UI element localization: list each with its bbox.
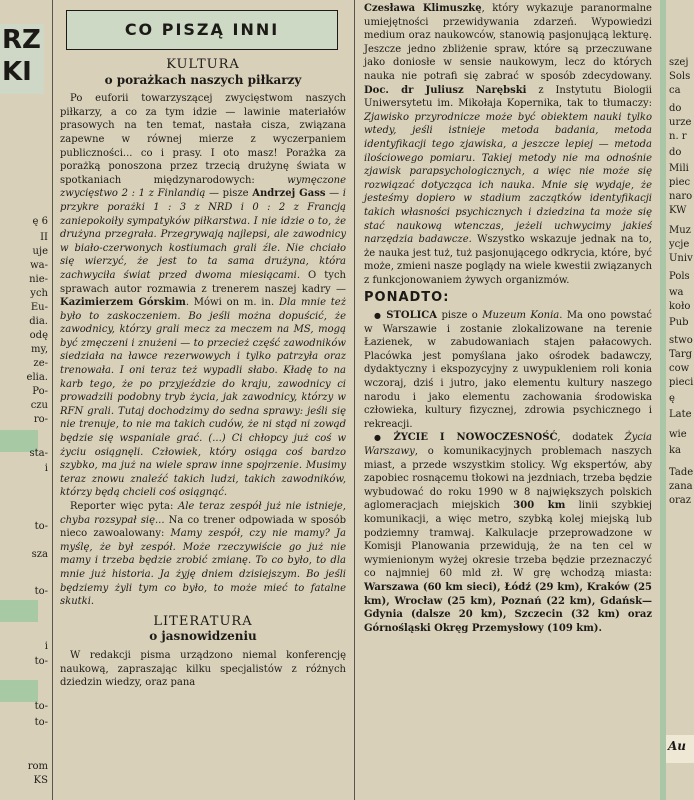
right-fragment-line: Mili (669, 163, 689, 174)
left-fragment-line: ze- (33, 358, 48, 369)
right-fragment-line: oraz (669, 495, 692, 506)
kultura-paragraph-2: Reporter więc pyta: Ale teraz zespół już nie istnieje, chyba rozsypał się... Na co trener odpowiada w sposób nieco zawoalowany: Mamy zespół, czy nie mamy? Ja myślę, że był zespół. Może rzeczywiście go już nie mamy i trzeba będzie zrobić zmianę. To co było, to dla mnie już historia. Ja żyję dniem dzisiejszym. Bo jeśli będziemy żyli tym co było, to może mieć to fatalne skutki. (60, 501, 346, 608)
right-fragment-line: Late (669, 409, 692, 420)
right-fragment-column (660, 0, 694, 800)
left-fragment-line: my, (31, 344, 48, 355)
literatura-heading: LITERATURA (153, 613, 253, 629)
section-header-title: CO PISZĄ INNI (124, 20, 280, 40)
right-fragment-line: Univ (669, 253, 693, 264)
kultura-heading: KULTURA (166, 57, 240, 72)
right-fragment-line: Muz (669, 225, 691, 236)
right-fragment-line: n. r (669, 131, 687, 142)
right-fragment-line: KW (669, 205, 687, 216)
right-fragment-line: koło (669, 301, 691, 312)
right-fragment-line: zana (669, 481, 693, 492)
kultura-paragraph-1: Po euforii towarzyszącej zwycięstwom naszych piłkarzy, a co za tym idzie — lawinie materiałów prasowych na ten temat, nastała cisza, związana zapewne w równej mierze z wyczerpaniem publiczności... co i prasy. I oto masz! Porażka za porażką ponoszona przez trzecią drużynę świata w spotkaniach międzynarodowych: wymęczone zwycięstwo 2 : 1 z Finlandią — pisze Andrzej Gass — i przykre porażki 1 : 3 z NRD i 0 : 2 z Francją zaniepokoiły sympatyków piłkarstwa. I nie idzie o to, że drużyna przegrała. Przegrywają najlepsi, ale zawodnicy w biało-czerwonych kostiumach grali źle. Nie chciało się wierzyć, że jest to ta sama drużyna, która zachwyciła świat przed dwoma miesiącami. O tych sprawach autor rozmawia z trenerem naszej kadry — Kazimierzem Górskim. Mówi on m. in. Dla mnie też było to zaskoczeniem. Bo jeśli można dopuścić, że zawodnicy, którzy grali mecz za meczem na MS, mogą być zmęczeni i znużeni — to przecież część zawodników siedziała na ławce rezerwowych i tylko patrzyła oraz trenowała. I oni teraz też wypadli słabo. Kładę to na karb tego, że po przyjeździe do kraju, zawodnicy ci prowadzili podobny tryb życia, jak zawodnicy, którzy w RFN grali. Tutaj dochodzimy do sedna sprawy: jeśli się nie trenuje, to nie ma takich cudów, że ni stąd ni zowąd będzie się wspaniale grać. (...) Ci chłopcy już coś w życiu osiągnęli. Człowiek, który osiąga coś bardzo szybko, ma już na wiele spraw inne spojrzenie. Musimy teraz znowu znaleźć takich ludzi, takich zawodników, którzy będą chcieli coś osiągnąć. (60, 93, 346, 499)
right-fragment-line: Pub (669, 317, 689, 328)
left-fragment-line: to- (34, 586, 48, 597)
literatura-subtitle: o jasnowidzeniu (149, 629, 257, 644)
right-fragment-line: Sols (669, 71, 691, 82)
column-rule-1 (52, 0, 53, 800)
right-fragment-line: do (669, 103, 682, 114)
right-fragment-line: pieci (669, 377, 694, 388)
left-fragment-line: rom (27, 761, 48, 772)
left-fragment-line: to- (34, 701, 48, 712)
left-fragment-line: II (40, 232, 48, 243)
column-right (358, 0, 658, 800)
right-fragment-line: urze (669, 117, 692, 128)
left-green-band-2 (0, 600, 38, 622)
left-fragment-line: uje (32, 246, 48, 257)
right-fragment-line: wa (669, 287, 684, 298)
right-fragment-line: ca (669, 85, 681, 96)
left-green-band-3 (0, 680, 38, 702)
right-fragment-line: Targ (669, 349, 693, 360)
left-fragment-line: KS (33, 775, 48, 786)
left-fragment-line: elia. (26, 372, 48, 383)
ponadto-heading: PONADTO: (364, 290, 450, 306)
left-fragment-line: ro- (33, 414, 48, 425)
ponadto-zycie: ● ŻYCIE I NOWOCZESNOŚĆ, dodatek Życia Warszawy, o komunikacyjnych problemach naszych miast, a przede wszystkim stolicy. Wg ekspertów, aby zapobiec rosnącemu tłokowi na jezdniach, trzeba będzie wybudować do roku 1990 w 8 największych polskich aglomeracjach miejskich 300 km linii szybkiej komunikacji, a więc metro, szybką kolej miejską lub podziemny tramwaj. Kalkulacje przeprowadzone w Komisji Planowania przewidują, że na ten cel w wymienionym wyżej okresie trzeba będzie przeznaczyć co najmniej 60 mld zł. W grę wchodzą miasta: Warszawa (60 km sieci), Łódź (29 km), Kraków (25 km), Wrocław (25 km), Poznań (22 km), Gdańsk—Gdynia (dalsze 20 km), Szczecin (32 km) oraz Górnośląski Okręg Przemysłowy (109 km). (364, 431, 652, 635)
right-fragment-line: cow (669, 363, 690, 374)
right-green-bar (660, 0, 666, 800)
column-rule-2 (354, 0, 355, 800)
right-fragment-line: Pols (669, 271, 690, 282)
right-fragment-line: do (669, 147, 682, 158)
right-fragment-line: piec (669, 177, 691, 188)
right-fragment-line: Tade (669, 467, 694, 478)
section-header (66, 10, 338, 50)
left-fragment-line: to- (34, 717, 48, 728)
left-fragment-heading-text: RZ KI (2, 25, 41, 87)
literatura-paragraph-start: W redakcji pisma urządzono niemal konferencję naukową, zapraszając kilku specjalistów z różnych dziedzin wiedzy, oraz pana (60, 649, 346, 689)
left-fragment-line: ę 6 (32, 216, 48, 227)
left-fragment-line: ych (30, 288, 48, 299)
left-fragment-heading (0, 24, 44, 94)
right-fragment-line: szej (669, 57, 689, 68)
left-fragment-line: wa- (30, 260, 48, 271)
left-fragment-line: to- (34, 521, 48, 532)
kultura-subtitle: o porażkach naszych piłkarzy (104, 72, 302, 87)
right-fragment-line: ka (669, 445, 682, 456)
left-fragment-column (0, 0, 50, 800)
column-left (56, 0, 352, 800)
right-advert-fragment: Au (666, 735, 694, 763)
right-fragment-line: ycje (669, 239, 690, 250)
right-fragment-line: wie (669, 429, 687, 440)
left-fragment-line: i (44, 463, 48, 474)
left-fragment-line: sta- (29, 448, 48, 459)
left-fragment-line: Po- (32, 386, 48, 397)
right-fragment-line: naro (669, 191, 693, 202)
left-fragment-line: to- (34, 656, 48, 667)
left-fragment-line: dia. (29, 316, 48, 327)
left-fragment-line: Eu- (30, 302, 48, 313)
left-fragment-line: nie- (29, 274, 48, 285)
right-fragment-line: stwo (669, 335, 693, 346)
left-fragment-line: odę (29, 330, 48, 341)
left-fragment-line: czu (30, 400, 48, 411)
literatura-paragraph-cont: Czesława Klimuszkę, który wykazuje paranormalne umiejętności przewidywania zdarzeń. Wypowiedzi medium oraz naukowców, stanowią pasjonującą lekturę. Jeszcze jedno zbliżenie spraw, które są przeczuwane jako doniosłe w sensie naukowym, lecz do których nauka nie potrafi się zabrać w sposób zdecydowany. Doc. dr Juliusz Narębski z Instytutu Biologii Uniwersytetu im. Mikołaja Kopernika, tak to tłumaczy: Zjawisko przyrodnicze może być obiektem nauki tylko wtedy, jeśli istnieje metoda badania, metoda identyfikacji tego zjawiska, a jeszcze lepiej — metoda ilościowego pomiaru. Takiej metody nie ma odnośnie zjawisk parapsychologicznych, a więc nie może się rozwiązać dotycząca ich nauka. Mnie się wydaje, że jesteśmy dopiero w stadium zaczątków identyfikacji takich własności psychicznych i dziedzina ta może się stać naukową wtenczas, jeżeli uchwycimy jakieś narzędzia badawcze. Wszystko wskazuje jednak na to, że nauka jest tuż, tuż pasjonującego odkrycia, które, być może, zmieni nasze poglądy na wiele kwestii związanych z funkcjonowaniem żywych organizmów. (364, 3, 653, 286)
ponadto-stolica: ● STOLICA pisze o Muzeum Konia. Ma ono powstać w Warszawie i zostanie zlokalizowane na terenie Łazienek, w zabudowaniach stajen pałacowych. Placówka jest pomyślana jako ośrodek badawczy, dydaktyczny i ekspozycyjny z uwypukleniem roli konia wczoraj, dziś i jutro, jako elementu kultury naszego narodu i jako elementu zachowania środowiska człowieka, kultury fizycznej, zdrowia psychicznego i rekreacji. (364, 309, 652, 431)
right-fragment-line: ę (669, 393, 675, 404)
left-fragment-line: i (44, 641, 48, 652)
left-fragment-line: sza (31, 549, 48, 560)
